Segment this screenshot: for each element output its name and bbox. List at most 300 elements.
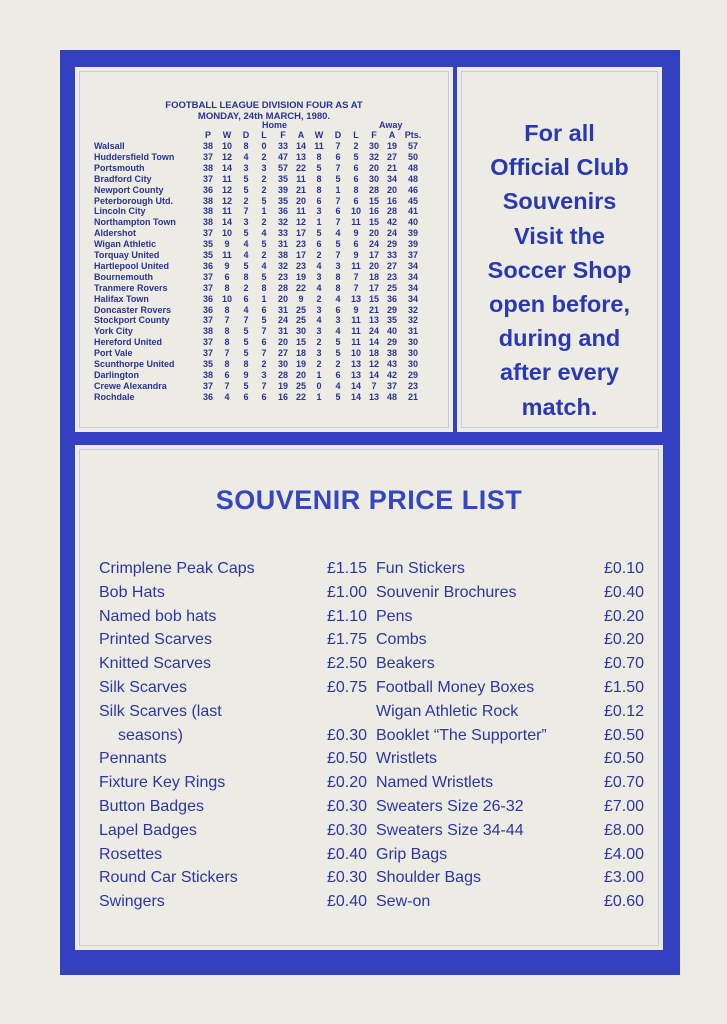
price-item-price: £0.40 [326,893,367,911]
price-item-name: Lapel Badges [99,821,197,839]
table-cell: 3 [335,260,341,271]
table-cell: 9 [353,304,359,315]
table-cell: 7 [335,217,341,228]
team-name: Crewe Alexandra [94,380,167,391]
table-cell: 19 [295,271,306,282]
table-cell: 10 [221,141,232,151]
table-cell: 3 [261,369,267,380]
price-item-name: Fixture Key Rings [99,774,226,792]
table-cell: 23 [295,239,306,250]
table-row [94,261,454,272]
table-cell: 29 [386,239,397,250]
table-cell: 0 [261,141,267,151]
table-cell: 4 [335,293,341,304]
table-cell: 38 [202,195,213,206]
table-cell: 1 [335,184,341,195]
team-name: Doncaster Rovers [94,304,172,315]
table-cell: 34 [407,271,418,282]
table-cell: 5 [243,348,249,359]
table-cell: 5 [243,326,249,337]
price-item-name: Crimplene Peak Caps [99,560,255,577]
table-cell: 4 [261,228,267,239]
league-table-title: FOOTBALL LEAGUE DIVISION FOUR AS AT [165,100,363,111]
table-cell: 8 [261,282,267,293]
table-cell: 12 [221,151,232,162]
table-cell: 21 [295,184,306,195]
table-cell: 7 [243,315,249,326]
table-cell: 2 [316,250,322,260]
price-item-price: £4.00 [603,845,644,863]
table-cell: 37 [202,228,213,239]
table-cell: 37 [202,337,213,348]
table-cell: 1 [316,369,322,380]
table-cell: 14 [221,162,232,173]
table-cell: 7 [371,380,377,391]
table-cell: 4 [243,250,249,260]
price-item-name: Beakers [376,655,435,673]
table-cell: 4 [316,282,322,293]
table-cell: 35 [277,195,288,206]
table-cell: 33 [277,141,288,151]
table-cell: 38 [202,206,213,217]
table-cell: 36 [202,391,213,402]
table-cell: 6 [224,369,230,380]
table-cell: 32 [277,260,288,271]
table-cell: 28 [368,184,379,195]
table-cell: 13 [368,315,379,326]
column-header: Pts. [404,130,422,140]
table-row [94,217,454,228]
table-cell: 19 [386,141,397,151]
table-cell: 4 [316,260,322,271]
table-cell: 48 [386,391,397,402]
table-cell: 57 [277,162,288,173]
table-cell: 29 [386,304,397,315]
price-list-panel [75,445,663,950]
column-header: W [222,130,232,140]
table-cell: 24 [277,315,288,326]
table-cell: 37 [202,282,213,293]
table-cell: 4 [224,391,230,402]
table-cell: 37 [386,380,397,391]
away-label: Away [379,120,403,130]
table-row [94,381,454,392]
team-name: Newport County [94,184,164,195]
table-cell: 38 [202,326,213,337]
team-name: Portsmouth [94,162,145,173]
table-cell: 3 [316,271,322,282]
price-item-price: £0.70 [603,655,644,673]
table-cell: 5 [335,348,341,359]
table-cell: 8 [224,337,230,348]
table-cell: 25 [386,282,397,293]
table-cell: 30 [277,359,288,369]
table-cell: 21 [407,391,418,402]
table-cell: 14 [221,217,232,228]
table-cell: 9 [298,293,304,304]
table-cell: 24 [386,228,397,239]
league-table-date: MONDAY, 24th MARCH, 1980. [197,111,331,122]
table-cell: 30 [295,326,306,337]
table-cell: 11 [351,260,361,271]
table-cell: 37 [202,173,213,184]
team-name: Tranmere Rovers [94,282,168,293]
table-cell: 3 [316,326,322,337]
table-cell: 36 [277,206,288,217]
table-cell: 31 [277,304,288,315]
table-cell: 19 [277,380,288,391]
table-cell: 32 [277,217,288,228]
table-cell: 18 [295,348,306,359]
table-cell: 5 [261,195,267,206]
home-label: Home [262,120,288,130]
table-cell: 20 [368,260,379,271]
price-item-price: £3.00 [603,869,644,887]
price-item-price: £7.00 [603,798,644,815]
table-cell: 6 [243,391,249,402]
price-item-price: £0.50 [326,750,367,768]
table-cell: 6 [316,195,322,206]
table-row [94,141,454,152]
table-cell: 34 [407,260,418,271]
column-header: D [334,130,342,140]
table-row [94,326,454,337]
table-cell: 8 [335,282,341,293]
table-cell: 15 [368,195,379,206]
table-cell: 6 [261,391,267,402]
table-cell: 5 [335,239,341,250]
table-cell: 12 [221,195,232,206]
column-header: P [204,130,211,140]
team-name: Hartlepool United [94,260,170,271]
team-name: Peterborough Utd. [94,195,173,206]
promo-line: during and [498,325,621,352]
table-cell: 28 [277,369,288,380]
price-item-price: £2.50 [326,655,367,673]
table-cell: 3 [243,217,249,228]
table-cell: 2 [261,217,267,228]
table-cell: 2 [316,359,322,369]
table-cell: 5 [243,260,249,271]
table-cell: 14 [368,369,379,380]
table-cell: 5 [261,271,267,282]
column-header: F [371,130,377,140]
table-cell: 17 [368,250,379,260]
price-item-name: Silk Scarves (last [99,702,222,720]
table-row [94,294,454,305]
table-cell: 39 [407,228,418,239]
table-cell: 10 [350,348,361,359]
table-cell: 28 [386,206,397,217]
table-cell: 8 [316,151,322,162]
table-cell: 36 [202,293,213,304]
table-cell: 1 [261,293,267,304]
table-cell: 12 [368,359,379,369]
price-list-title: SOUVENIR PRICE LIST [215,485,523,515]
team-name: Northampton Town [94,217,176,228]
table-cell: 5 [243,184,249,195]
table-cell: 46 [407,184,418,195]
table-cell: 32 [368,151,379,162]
table-cell: 7 [243,206,249,217]
table-cell: 6 [353,239,359,250]
promo-line: open before, [488,291,630,318]
table-row [94,228,454,239]
promo-line: Soccer Shop [487,256,632,283]
price-item-name: Fun Stickers [376,560,465,577]
price-item-name: Pennants [99,750,167,768]
price-item-price: £0.10 [603,560,644,577]
team-name: Stockport County [94,315,170,326]
table-cell: 2 [316,293,322,304]
table-cell: 5 [316,162,322,173]
table-cell: 14 [350,391,361,402]
table-row [94,250,454,261]
table-cell: 30 [368,173,379,184]
table-cell: 30 [407,337,418,348]
price-item-price: £0.20 [603,607,644,625]
price-item-price: £0.20 [603,631,644,649]
price-item-price: £0.60 [603,893,644,911]
table-row [94,185,454,196]
table-cell: 22 [295,391,306,402]
price-item-price: £0.20 [326,774,367,792]
table-cell: 33 [277,228,288,239]
table-cell: 8 [243,359,249,369]
table-cell: 40 [407,217,418,228]
table-cell: 15 [295,337,306,348]
table-cell: 5 [335,337,341,348]
table-cell: 8 [224,282,230,293]
table-cell: 20 [277,293,288,304]
table-cell: 9 [353,228,359,239]
table-cell: 36 [202,184,213,195]
table-cell: 7 [224,380,230,391]
table-cell: 7 [261,326,267,337]
table-row [94,305,454,316]
table-cell: 6 [224,271,230,282]
table-cell: 3 [335,315,341,326]
table-cell: 12 [221,184,232,195]
team-name: Huddersfield Town [94,151,175,162]
table-cell: 4 [243,151,249,162]
table-cell: 38 [202,141,213,151]
table-cell: 2 [261,184,267,195]
team-name: Lincoln City [94,206,146,217]
price-item-price: £0.50 [603,726,644,744]
table-cell: 2 [353,141,359,151]
column-header: W [314,130,324,140]
table-cell: 36 [202,260,213,271]
table-cell: 39 [277,184,288,195]
table-row [94,163,454,174]
table-cell: 20 [386,184,397,195]
table-cell: 5 [335,391,341,402]
price-item-name: Sweaters Size 34-44 [376,821,524,839]
table-cell: 7 [335,250,341,260]
table-row [94,239,454,250]
table-cell: 5 [353,151,359,162]
table-cell: 21 [386,162,397,173]
team-name: York City [94,326,133,337]
table-cell: 11 [222,173,232,184]
table-cell: 11 [222,206,232,217]
table-cell: 20 [368,228,379,239]
table-cell: 11 [222,250,232,260]
table-cell: 23 [295,260,306,271]
price-item-name: Named bob hats [99,607,217,625]
table-cell: 5 [243,337,249,348]
table-cell: 38 [202,162,213,173]
table-cell: 9 [224,260,230,271]
table-cell: 12 [295,217,306,228]
table-cell: 35 [277,173,288,184]
blue-frame [60,50,680,975]
table-cell: 10 [221,228,232,239]
price-item-price: £1.10 [326,607,367,625]
table-cell: 25 [295,315,306,326]
table-cell: 4 [335,380,341,391]
table-cell: 5 [261,315,267,326]
table-cell: 6 [261,304,267,315]
table-cell: 23 [277,271,288,282]
table-cell: 8 [224,326,230,337]
table-cell: 37 [202,271,213,282]
price-item-name: Named Wristlets [376,774,494,792]
table-cell: 24 [368,239,379,250]
table-cell: 32 [407,315,418,326]
price-item-price: £0.30 [326,798,367,815]
table-cell: 5 [243,173,249,184]
table-cell: 2 [335,359,341,369]
table-cell: 7 [261,380,267,391]
table-row [94,359,454,370]
table-cell: 15 [368,293,379,304]
price-item-price: £0.75 [326,679,367,696]
table-cell: 2 [261,250,267,260]
table-cell: 4 [316,315,322,326]
table-cell: 4 [243,304,249,315]
price-item-price: £0.70 [603,774,644,792]
column-header: A [388,130,396,140]
price-item-price: £0.30 [326,869,367,887]
table-row [94,370,454,381]
table-cell: 4 [243,239,249,250]
table-cell: 30 [407,348,418,359]
table-cell: 20 [295,195,306,206]
table-cell: 57 [407,141,418,151]
promo-line: Souvenirs [502,188,617,215]
table-cell: 8 [243,271,249,282]
team-name: Bradford City [94,173,152,184]
table-cell: 3 [316,348,322,359]
table-cell: 34 [407,282,418,293]
price-item-name: Combs [376,631,427,649]
table-cell: 10 [350,206,361,217]
table-cell: 3 [316,206,322,217]
table-cell: 18 [368,348,379,359]
table-cell: 11 [351,326,361,337]
promo-line: Visit the [514,222,605,249]
table-cell: 13 [350,369,361,380]
table-cell: 3 [243,162,249,173]
table-row [94,152,454,163]
table-cell: 42 [386,217,397,228]
promo-line: after every [500,359,619,386]
table-cell: 13 [368,391,379,402]
table-cell: 2 [261,151,267,162]
team-name: Wigan Athletic [94,239,157,250]
price-item-name: Bob Hats [99,583,165,601]
table-row [94,174,454,185]
table-cell: 37 [202,380,213,391]
table-cell: 0 [316,380,322,391]
price-item-price: £0.30 [326,821,367,839]
table-cell: 41 [407,206,418,217]
price-item-price: £0.40 [603,583,644,601]
table-cell: 4 [335,228,341,239]
price-item-name: Round Car Stickers [99,869,238,887]
table-cell: 29 [386,337,397,348]
table-cell: 30 [407,359,418,369]
table-cell: 31 [277,326,288,337]
table-cell: 8 [224,359,230,369]
table-cell: 8 [353,184,359,195]
table-cell: 35 [386,315,397,326]
table-cell: 18 [368,271,379,282]
price-item-price: £1.75 [326,631,367,649]
price-item-name: Knitted Scarves [99,655,212,673]
table-cell: 3 [316,304,322,315]
price-item-name: Booklet “The Supporter” [376,726,547,744]
table-cell: 13 [295,151,306,162]
team-name: Hereford United [94,337,163,348]
price-item-price: £0.50 [603,750,644,768]
price-item-name: Wigan Athletic Rock [376,702,519,720]
table-cell: 17 [295,250,306,260]
table-cell: 31 [277,239,288,250]
table-cell: 2 [261,173,267,184]
table-cell: 38 [202,369,213,380]
table-cell: 27 [277,348,288,359]
table-cell: 16 [368,206,379,217]
table-cell: 5 [335,173,341,184]
price-item-price: £1.00 [326,583,367,601]
table-cell: 38 [202,217,213,228]
price-item-name: Rosettes [99,845,163,863]
table-row [94,337,454,348]
team-name: Aldershot [94,228,137,239]
table-cell: 22 [295,162,306,173]
table-cell: 4 [335,326,341,337]
table-row [94,283,454,294]
table-cell: 11 [314,141,324,151]
table-cell: 35 [202,239,213,250]
table-cell: 7 [335,195,341,206]
table-cell: 2 [243,195,249,206]
table-cell: 37 [202,151,213,162]
table-row [94,392,454,403]
team-name: Scunthorpe United [94,359,175,369]
table-cell: 24 [368,326,379,337]
table-cell: 47 [277,151,288,162]
table-cell: 6 [335,369,341,380]
table-cell: 5 [243,228,249,239]
table-cell: 42 [386,369,397,380]
table-cell: 32 [407,304,418,315]
table-cell: 6 [335,304,341,315]
table-cell: 7 [353,282,359,293]
